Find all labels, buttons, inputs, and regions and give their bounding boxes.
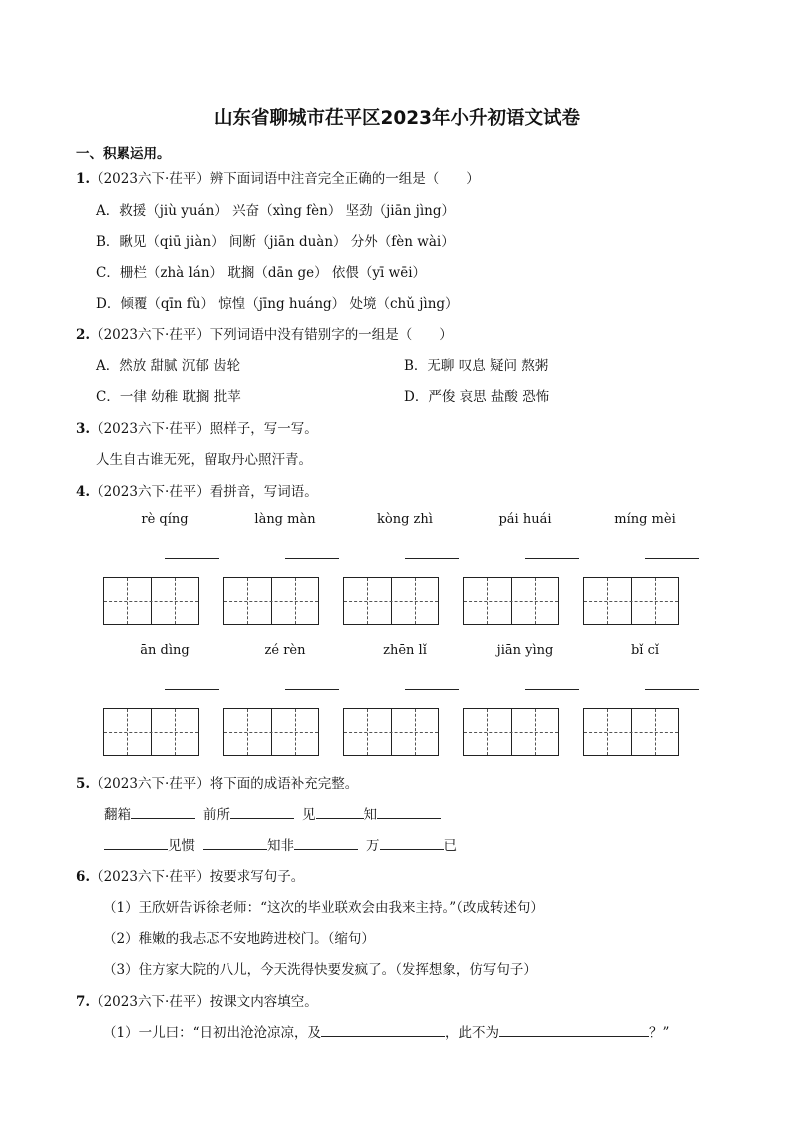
- pinyin-label: zhēn lǐ: [383, 643, 427, 658]
- writing-grid[interactable]: [583, 577, 679, 625]
- page-title: 山东省聊城市茌平区2023年小升初语文试卷: [214, 108, 580, 129]
- question-stem: （2023六下·茌平）按要求写句子。: [90, 869, 305, 885]
- writing-grid[interactable]: [103, 577, 199, 625]
- question-stem: （2023六下·茌平）将下面的成语补充完整。: [90, 776, 359, 792]
- idiom-text: 万: [366, 838, 380, 854]
- question-stem: （2023六下·茌平）按课文内容填空。: [90, 994, 318, 1010]
- idiom-text: 知: [363, 807, 377, 823]
- option-c: C．栅栏（zhà lán） 耽搁（dān ge） 依偎（yī wēi）: [96, 265, 427, 281]
- option-a: A．然放 甜腻 沉郁 齿轮: [96, 358, 241, 374]
- idiom-blank[interactable]: [380, 835, 444, 850]
- idiom-blank[interactable]: [131, 804, 195, 819]
- idiom-line-1: [104, 803, 441, 823]
- section-heading: 一、积累运用。: [76, 146, 171, 162]
- answer-underline: [165, 558, 219, 559]
- question-stem: （2023六下·茌平）下列词语中没有错别字的一组是（ ）: [90, 327, 453, 343]
- answer-underline: [405, 689, 459, 690]
- question-number: 3.: [76, 421, 91, 437]
- answer-underline: [645, 558, 699, 559]
- writing-grid[interactable]: [463, 577, 559, 625]
- question-number: 1.: [76, 171, 91, 187]
- idiom-blank[interactable]: [294, 835, 358, 850]
- fill-in-text: （1）一儿曰：“日初出沧沧凉凉，及: [103, 1025, 321, 1041]
- question-1: [76, 167, 480, 187]
- option-c: C．一律 幼稚 耽搁 批苹: [96, 389, 241, 405]
- question-number: 2.: [76, 327, 91, 343]
- answer-underline: [285, 558, 339, 559]
- question-number: 6.: [76, 869, 91, 885]
- idiom-text: 翻箱: [104, 807, 131, 823]
- fill-in-blank[interactable]: [499, 1022, 649, 1037]
- question-6: [76, 865, 304, 885]
- answer-underline: [285, 689, 339, 690]
- example-sentence: 人生自古谁无死，留取丹心照汗青。: [96, 452, 312, 468]
- answer-underline: [405, 558, 459, 559]
- option-d: D．严俊 哀思 盐酸 恐怖: [404, 389, 550, 405]
- idiom-text: 见: [302, 807, 316, 823]
- idiom-text: 前所: [203, 807, 230, 823]
- pinyin-label: kòng zhì: [377, 512, 433, 527]
- sentence-task-2: （2）稚嫩的我忐忑不安地跨进校门。（缩句）: [103, 931, 375, 947]
- idiom-blank[interactable]: [104, 835, 168, 850]
- answer-underline: [165, 689, 219, 690]
- question-stem: （2023六下·茌平）照样子，写一写。: [90, 421, 318, 437]
- idiom-text: 见惯: [168, 838, 195, 854]
- question-5: [76, 772, 358, 792]
- sentence-task-3: （3）住方家大院的八儿，今天洗得快要发疯了。（发挥想象，仿写句子）: [103, 962, 537, 978]
- fill-in-text: ，此不为: [445, 1025, 499, 1041]
- idiom-blank[interactable]: [316, 804, 364, 819]
- pinyin-label: jiān yìng: [496, 643, 554, 658]
- idiom-blank[interactable]: [377, 804, 441, 819]
- writing-grid[interactable]: [463, 708, 559, 756]
- writing-grid[interactable]: [343, 708, 439, 756]
- pinyin-label: zé rèn: [264, 643, 306, 658]
- question-3: [76, 417, 318, 437]
- pinyin-label: bǐ cǐ: [630, 643, 660, 658]
- question-7: [76, 990, 318, 1010]
- pinyin-label: ān dìng: [140, 643, 190, 658]
- option-b: B．瞅见（qiū jiàn） 间断（jiān duàn） 分外（fèn wài）: [96, 234, 455, 250]
- fill-in-text: ？”: [649, 1025, 670, 1041]
- idiom-blank[interactable]: [230, 804, 294, 819]
- pinyin-label: làng màn: [254, 512, 316, 527]
- option-b: B．无聊 叹息 疑问 熬粥: [404, 358, 549, 374]
- pinyin-label: míng mèi: [614, 512, 676, 527]
- fill-in-blank[interactable]: [321, 1022, 445, 1037]
- writing-grid[interactable]: [223, 577, 319, 625]
- writing-grid[interactable]: [103, 708, 199, 756]
- question-number: 5.: [76, 776, 91, 792]
- writing-grid[interactable]: [583, 708, 679, 756]
- question-stem: （2023六下·茌平）看拼音，写词语。: [90, 484, 318, 500]
- answer-underline: [525, 689, 579, 690]
- idiom-blank[interactable]: [203, 835, 267, 850]
- pinyin-label: pái huái: [498, 512, 552, 527]
- idiom-line-2: [104, 834, 457, 854]
- answer-underline: [525, 558, 579, 559]
- idiom-text: 知非: [267, 838, 294, 854]
- idiom-text: 已: [443, 838, 457, 854]
- writing-grid[interactable]: [223, 708, 319, 756]
- question-2: [76, 323, 453, 343]
- question-stem: （2023六下·茌平）辨下面词语中注音完全正确的一组是（ ）: [90, 171, 480, 187]
- question-number: 7.: [76, 994, 91, 1010]
- pinyin-label: rè qíng: [141, 512, 189, 527]
- sentence-task-1: （1）王欣妍告诉徐老师：“这次的毕业联欢会由我来主持。”（改成转述句）: [103, 900, 544, 916]
- option-d: D．倾覆（qīn fù） 惊惶（jīng huáng） 处境（chǔ jìng）: [96, 296, 459, 312]
- option-a: A．救援（jiù yuán） 兴奋（xìng fèn） 坚劲（jiān jìng）: [96, 203, 456, 219]
- fill-in-item-1: [103, 1021, 669, 1041]
- writing-grid[interactable]: [343, 577, 439, 625]
- question-number: 4.: [76, 484, 91, 500]
- answer-underline: [645, 689, 699, 690]
- question-4: [76, 480, 318, 500]
